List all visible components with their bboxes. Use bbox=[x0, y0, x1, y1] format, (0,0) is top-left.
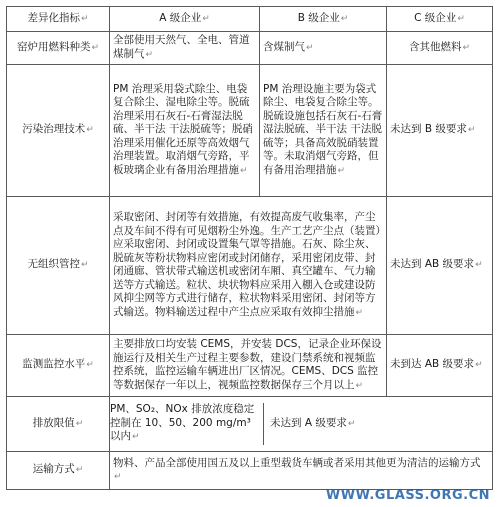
indicator-cell: 排放限值↵ bbox=[7, 397, 110, 452]
grade-c-cell: 含其他燃料↵ bbox=[387, 32, 493, 65]
indicator-cell: 污染治理技术↵ bbox=[7, 65, 110, 197]
grade-a-cell: PM、SO₂、NOx 排放浓度稳定控制在 10、50、200 mg/m³以内↵ bbox=[110, 403, 264, 445]
grade-a-cell: 全部使用天然气、全电、管道煤制气↵ bbox=[110, 32, 260, 65]
indicator-cell: 运输方式↵ bbox=[7, 452, 110, 490]
indicator-cell: 无组织管控↵ bbox=[7, 197, 110, 335]
grade-bc-cell: 未达到 A 级要求↵ bbox=[270, 416, 356, 429]
grade-c-cell: 未达到 AB 级要求↵ bbox=[387, 197, 493, 335]
enterprise-grading-table bbox=[6, 6, 493, 490]
limit-row-content bbox=[110, 397, 493, 452]
grade-ab-cell: 采取密闭、封闭等有效措施，有效提高废气收集率，产尘点及车间不得有可见烟粉尘外逸。生产工艺产尘点（装置）应采取密闭、封闭或设置集气罩等措施。石灰、除尘灰、脱硫灰等粉状物料应密闭或封闭储存，采用密闭皮带、封闭通廊、管状带式输送机或密闭车厢、真空罐车、气力输送等方式输送。粒状、块状物料应采用入棚入仓或建设防风抑尘网等方式进行储存，粒状物料采用密闭、封闭等方式输送。物料输送过程中产尘点应采取有效抑尘措施↵ bbox=[110, 197, 387, 335]
grade-b-cell: PM 治理设施主要为袋式除尘、电袋复合除尘等。脱硫设施包括石灰石-石膏湿法脱硫、半干法 干法脱硫等；具备高效脱硝装置等。未取消烟气旁路，但有备用治理措施↵ bbox=[260, 65, 387, 197]
table-row bbox=[7, 32, 493, 65]
header-grade-c: C 级企业↵ bbox=[387, 7, 493, 32]
table-row bbox=[7, 335, 493, 397]
grade-c-cell: 未达到 B 级要求↵ bbox=[387, 65, 493, 197]
grade-c-cell: 未到达 AB 级要求↵ bbox=[387, 335, 493, 397]
table-row bbox=[7, 452, 493, 490]
grade-all-cell: 物料、产品全部使用国五及以上重型载货车辆或者采用其他更为清洁的运输方式↵ bbox=[110, 452, 493, 490]
site-watermark: WWW.GLASS.ORG.CN bbox=[325, 488, 490, 503]
grade-b-cell: 含煤制气↵ bbox=[260, 32, 387, 65]
indicator-cell: 窑炉用燃料种类↵ bbox=[7, 32, 110, 65]
grade-a-cell: PM 治理采用袋式除尘、电袋复合除尘、湿电除尘等。脱硫治理采用石灰石-石膏湿法脱硫、半干法 干法脱硫等；脱硝治理采用催化还原等高效烟气治理装置。取消烟气旁路，平板玻璃企业有备用治理措施↵ bbox=[110, 65, 260, 197]
table-row bbox=[7, 397, 493, 452]
header-grade-b: B 级企业↵ bbox=[260, 7, 387, 32]
header-grade-a: A 级企业↵ bbox=[110, 7, 260, 32]
grade-ab-cell: 主要排放口均安装 CEMS，并安装 DCS，记录企业环保设施运行及相关生产过程主要参数，建设门禁系统和视频监控系统，监控运输车辆进出厂区情况。CEMS、DCS 监控等数据保存一年以上，视频监控数据保存三个月以上↵ bbox=[110, 335, 387, 397]
table-row bbox=[7, 197, 493, 335]
header-indicator: 差异化指标↵ bbox=[7, 7, 110, 32]
table-row bbox=[7, 65, 493, 197]
table-header-row bbox=[7, 7, 493, 32]
indicator-cell: 监测监控水平↵ bbox=[7, 335, 110, 397]
